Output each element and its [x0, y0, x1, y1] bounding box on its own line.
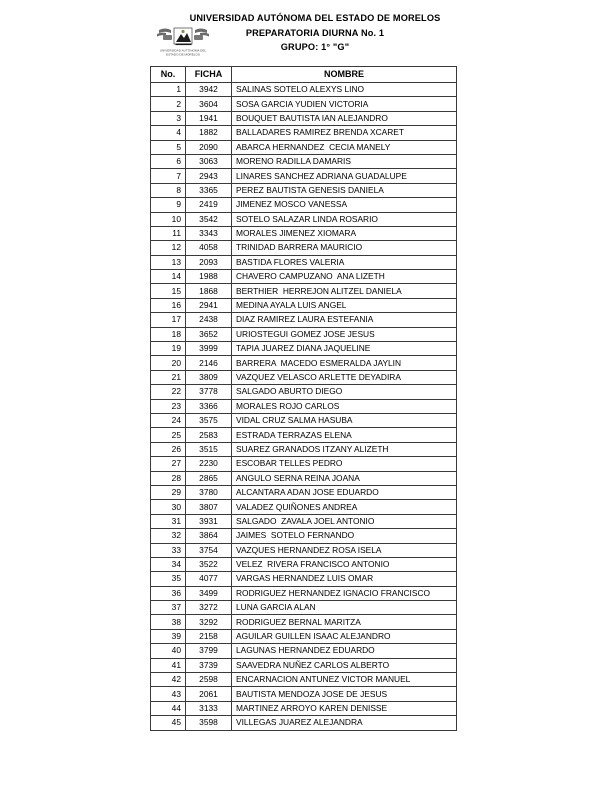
- cell-ficha: 1868: [186, 284, 232, 298]
- cell-row-number: 37: [151, 601, 186, 615]
- institution-title: UNIVERSIDAD AUTÓNOMA DEL ESTADO DE MORELOS: [189, 13, 441, 23]
- cell-ficha: 3292: [186, 615, 232, 629]
- cell-ficha: 3799: [186, 644, 232, 658]
- table-row: [151, 169, 457, 183]
- table-row: [151, 284, 457, 298]
- cell-ficha: 1941: [186, 111, 232, 125]
- cell-row-number: 40: [151, 644, 186, 658]
- table-row: [151, 586, 457, 600]
- table-row: [151, 126, 457, 140]
- cell-student-name: VARGAS HERNANDEZ LUIS OMAR: [232, 572, 457, 586]
- cell-student-name: ESTRADA TERRAZAS ELENA: [232, 428, 457, 442]
- cell-student-name: MORALES JIMENEZ XIOMARA: [232, 226, 457, 240]
- cell-student-name: BOUQUET BAUTISTA IAN ALEJANDRO: [232, 111, 457, 125]
- cell-student-name: VAZQUEZ VELASCO ARLETTE DEYADIRA: [232, 370, 457, 384]
- cell-row-number: 29: [151, 485, 186, 499]
- cell-row-number: 38: [151, 615, 186, 629]
- cell-ficha: 3343: [186, 226, 232, 240]
- cell-ficha: 3499: [186, 586, 232, 600]
- table-row: [151, 399, 457, 413]
- cell-student-name: SALGADO ABURTO DIEGO: [232, 385, 457, 399]
- cell-student-name: ENCARNACION ANTUNEZ VICTOR MANUEL: [232, 673, 457, 687]
- table-row: [151, 327, 457, 341]
- cell-ficha: 3522: [186, 557, 232, 571]
- table-row: [151, 212, 457, 226]
- cell-ficha: 3809: [186, 370, 232, 384]
- cell-row-number: 21: [151, 370, 186, 384]
- cell-row-number: 36: [151, 586, 186, 600]
- table-row: [151, 701, 457, 715]
- cell-ficha: 1882: [186, 126, 232, 140]
- cell-row-number: 42: [151, 673, 186, 687]
- cell-ficha: 3604: [186, 97, 232, 111]
- table-row: [151, 716, 457, 730]
- cell-student-name: URIOSTEGUI GOMEZ JOSE JESUS: [232, 327, 457, 341]
- table-row: [151, 356, 457, 370]
- cell-ficha: 4058: [186, 241, 232, 255]
- cell-ficha: 2598: [186, 673, 232, 687]
- table-row: [151, 442, 457, 456]
- cell-student-name: JAIMES SOTELO FERNANDO: [232, 529, 457, 543]
- cell-ficha: 4077: [186, 572, 232, 586]
- cell-ficha: 3366: [186, 399, 232, 413]
- cell-row-number: 41: [151, 658, 186, 672]
- cell-row-number: 43: [151, 687, 186, 701]
- table-row: [151, 500, 457, 514]
- table-row: [151, 370, 457, 384]
- cell-student-name: VALADEZ QUIÑONES ANDREA: [232, 500, 457, 514]
- cell-row-number: 26: [151, 442, 186, 456]
- cell-row-number: 1: [151, 83, 186, 97]
- cell-ficha: 3942: [186, 83, 232, 97]
- cell-ficha: 3063: [186, 154, 232, 168]
- table-row: [151, 673, 457, 687]
- cell-student-name: VILLEGAS JUAREZ ALEJANDRA: [232, 716, 457, 730]
- table-row: [151, 255, 457, 269]
- cell-student-name: ABARCA HERNANDEZ CECIA MANELY: [232, 140, 457, 154]
- cell-row-number: 17: [151, 313, 186, 327]
- table-row: [151, 298, 457, 312]
- cell-ficha: 2230: [186, 457, 232, 471]
- cell-row-number: 24: [151, 413, 186, 427]
- cell-row-number: 32: [151, 529, 186, 543]
- cell-student-name: MORENO RADILLA DAMARIS: [232, 154, 457, 168]
- cell-ficha: 3575: [186, 413, 232, 427]
- cell-ficha: 2583: [186, 428, 232, 442]
- cell-ficha: 3780: [186, 485, 232, 499]
- table-row: [151, 140, 457, 154]
- cell-ficha: 2061: [186, 687, 232, 701]
- student-roster-table: [150, 66, 457, 731]
- table-row: [151, 428, 457, 442]
- cell-row-number: 20: [151, 356, 186, 370]
- cell-row-number: 12: [151, 241, 186, 255]
- cell-student-name: ANGULO SERNA REINA JOANA: [232, 471, 457, 485]
- cell-row-number: 34: [151, 557, 186, 571]
- cell-student-name: SALINAS SOTELO ALEXYS LINO: [232, 83, 457, 97]
- cell-ficha: 3807: [186, 500, 232, 514]
- cell-ficha: 2943: [186, 169, 232, 183]
- cell-student-name: CHAVERO CAMPUZANO ANA LIZETH: [232, 270, 457, 284]
- cell-student-name: SAAVEDRA NUÑEZ CARLOS ALBERTO: [232, 658, 457, 672]
- logo-caption-line-1: UNIVERSIDAD AUTÓNOMA DEL: [159, 48, 207, 53]
- cell-row-number: 33: [151, 543, 186, 557]
- table-row: [151, 529, 457, 543]
- cell-student-name: SOTELO SALAZAR LINDA ROSARIO: [232, 212, 457, 226]
- cell-row-number: 16: [151, 298, 186, 312]
- cell-row-number: 4: [151, 126, 186, 140]
- table-row: [151, 385, 457, 399]
- cell-student-name: LUNA GARCIA ALAN: [232, 601, 457, 615]
- cell-row-number: 35: [151, 572, 186, 586]
- cell-student-name: PEREZ BAUTISTA GENESIS DANIELA: [232, 183, 457, 197]
- cell-row-number: 31: [151, 514, 186, 528]
- cell-student-name: SALGADO ZAVALA JOEL ANTONIO: [232, 514, 457, 528]
- cell-student-name: LAGUNAS HERNANDEZ EDUARDO: [232, 644, 457, 658]
- cell-student-name: BASTIDA FLORES VALERIA: [232, 255, 457, 269]
- cell-ficha: 2146: [186, 356, 232, 370]
- cell-student-name: DIAZ RAMIREZ LAURA ESTEFANIA: [232, 313, 457, 327]
- table-row: [151, 615, 457, 629]
- table-row: [151, 514, 457, 528]
- cell-row-number: 10: [151, 212, 186, 226]
- cell-student-name: VAZQUES HERNANDEZ ROSA ISELA: [232, 543, 457, 557]
- cell-ficha: 3598: [186, 716, 232, 730]
- table-row: [151, 183, 457, 197]
- cell-row-number: 28: [151, 471, 186, 485]
- table-row: [151, 313, 457, 327]
- cell-student-name: BAUTISTA MENDOZA JOSE DE JESUS: [232, 687, 457, 701]
- table-row: [151, 629, 457, 643]
- cell-row-number: 44: [151, 701, 186, 715]
- table-row: [151, 198, 457, 212]
- table-row: [151, 687, 457, 701]
- cell-ficha: 2158: [186, 629, 232, 643]
- cell-student-name: MORALES ROJO CARLOS: [232, 399, 457, 413]
- table-row: [151, 485, 457, 499]
- table-row: [151, 413, 457, 427]
- table-row: [151, 97, 457, 111]
- cell-row-number: 45: [151, 716, 186, 730]
- cell-ficha: 3542: [186, 212, 232, 226]
- table-row: [151, 601, 457, 615]
- cell-row-number: 13: [151, 255, 186, 269]
- cell-row-number: 15: [151, 284, 186, 298]
- cell-row-number: 39: [151, 629, 186, 643]
- cell-row-number: 22: [151, 385, 186, 399]
- cell-row-number: 2: [151, 97, 186, 111]
- cell-student-name: TAPIA JUAREZ DIANA JAQUELINE: [232, 342, 457, 356]
- cell-row-number: 18: [151, 327, 186, 341]
- cell-student-name: TRINIDAD BARRERA MAURICIO: [232, 241, 457, 255]
- school-subtitle: PREPARATORIA DIURNA No. 1: [245, 27, 385, 38]
- document-header: [0, 11, 612, 55]
- table-row: [151, 226, 457, 240]
- cell-ficha: 2438: [186, 313, 232, 327]
- table-row: [151, 241, 457, 255]
- cell-student-name: SOSA GARCIA YUDIEN VICTORIA: [232, 97, 457, 111]
- cell-ficha: 3778: [186, 385, 232, 399]
- cell-student-name: SUAREZ GRANADOS ITZANY ALIZETH: [232, 442, 457, 456]
- cell-student-name: VIDAL CRUZ SALMA HASUBA: [232, 413, 457, 427]
- cell-ficha: 3365: [186, 183, 232, 197]
- table-row: [151, 658, 457, 672]
- table-row: [151, 644, 457, 658]
- cell-student-name: BARRERA MACEDO ESMERALDA JAYLIN: [232, 356, 457, 370]
- cell-row-number: 5: [151, 140, 186, 154]
- table-row: [151, 83, 457, 97]
- table-row: [151, 572, 457, 586]
- cell-row-number: 3: [151, 111, 186, 125]
- table-body: [151, 83, 457, 731]
- cell-row-number: 25: [151, 428, 186, 442]
- column-header-no: No.: [151, 67, 186, 83]
- column-header-nombre: NOMBRE: [232, 67, 457, 83]
- logo-caption-line-2: ESTADO DE MORELOS: [166, 52, 200, 57]
- cell-student-name: MEDINA AYALA LUIS ANGEL: [232, 298, 457, 312]
- cell-ficha: 3272: [186, 601, 232, 615]
- cell-ficha: 2941: [186, 298, 232, 312]
- cell-ficha: 3931: [186, 514, 232, 528]
- table-row: [151, 471, 457, 485]
- cell-row-number: 14: [151, 270, 186, 284]
- cell-row-number: 27: [151, 457, 186, 471]
- table-row: [151, 557, 457, 571]
- cell-row-number: 19: [151, 342, 186, 356]
- group-label: GRUPO: 1° "G": [280, 42, 350, 52]
- cell-ficha: 1988: [186, 270, 232, 284]
- cell-student-name: BERTHIER HERREJON ALITZEL DANIELA: [232, 284, 457, 298]
- cell-ficha: 3739: [186, 658, 232, 672]
- table-row: [151, 342, 457, 356]
- column-header-ficha: FICHA: [186, 67, 232, 83]
- table-row: [151, 111, 457, 125]
- cell-ficha: 3515: [186, 442, 232, 456]
- table-row: [151, 543, 457, 557]
- cell-ficha: 3999: [186, 342, 232, 356]
- cell-student-name: RODRIGUEZ HERNANDEZ IGNACIO FRANCISCO: [232, 586, 457, 600]
- cell-ficha: 3754: [186, 543, 232, 557]
- cell-ficha: 2093: [186, 255, 232, 269]
- cell-student-name: MARTINEZ ARROYO KAREN DENISSE: [232, 701, 457, 715]
- cell-student-name: ESCOBAR TELLES PEDRO: [232, 457, 457, 471]
- table-header-row: [151, 67, 457, 83]
- cell-row-number: 9: [151, 198, 186, 212]
- cell-ficha: 2090: [186, 140, 232, 154]
- cell-ficha: 2865: [186, 471, 232, 485]
- cell-student-name: JIMENEZ MOSCO VANESSA: [232, 198, 457, 212]
- uaem-crest-logo: [155, 26, 211, 59]
- cell-student-name: AGUILAR GUILLEN ISAAC ALEJANDRO: [232, 629, 457, 643]
- cell-row-number: 6: [151, 154, 186, 168]
- cell-ficha: 3133: [186, 701, 232, 715]
- table-row: [151, 154, 457, 168]
- table-row: [151, 270, 457, 284]
- cell-row-number: 8: [151, 183, 186, 197]
- cell-student-name: VELEZ RIVERA FRANCISCO ANTONIO: [232, 557, 457, 571]
- cell-student-name: RODRIGUEZ BERNAL MARITZA: [232, 615, 457, 629]
- cell-row-number: 23: [151, 399, 186, 413]
- cell-ficha: 2419: [186, 198, 232, 212]
- table-row: [151, 457, 457, 471]
- cell-row-number: 7: [151, 169, 186, 183]
- cell-row-number: 30: [151, 500, 186, 514]
- cell-ficha: 3652: [186, 327, 232, 341]
- cell-row-number: 11: [151, 226, 186, 240]
- cell-student-name: ALCANTARA ADAN JOSE EDUARDO: [232, 485, 457, 499]
- cell-student-name: LINARES SANCHEZ ADRIANA GUADALUPE: [232, 169, 457, 183]
- cell-student-name: BALLADARES RAMIREZ BRENDA XCARET: [232, 126, 457, 140]
- cell-ficha: 3864: [186, 529, 232, 543]
